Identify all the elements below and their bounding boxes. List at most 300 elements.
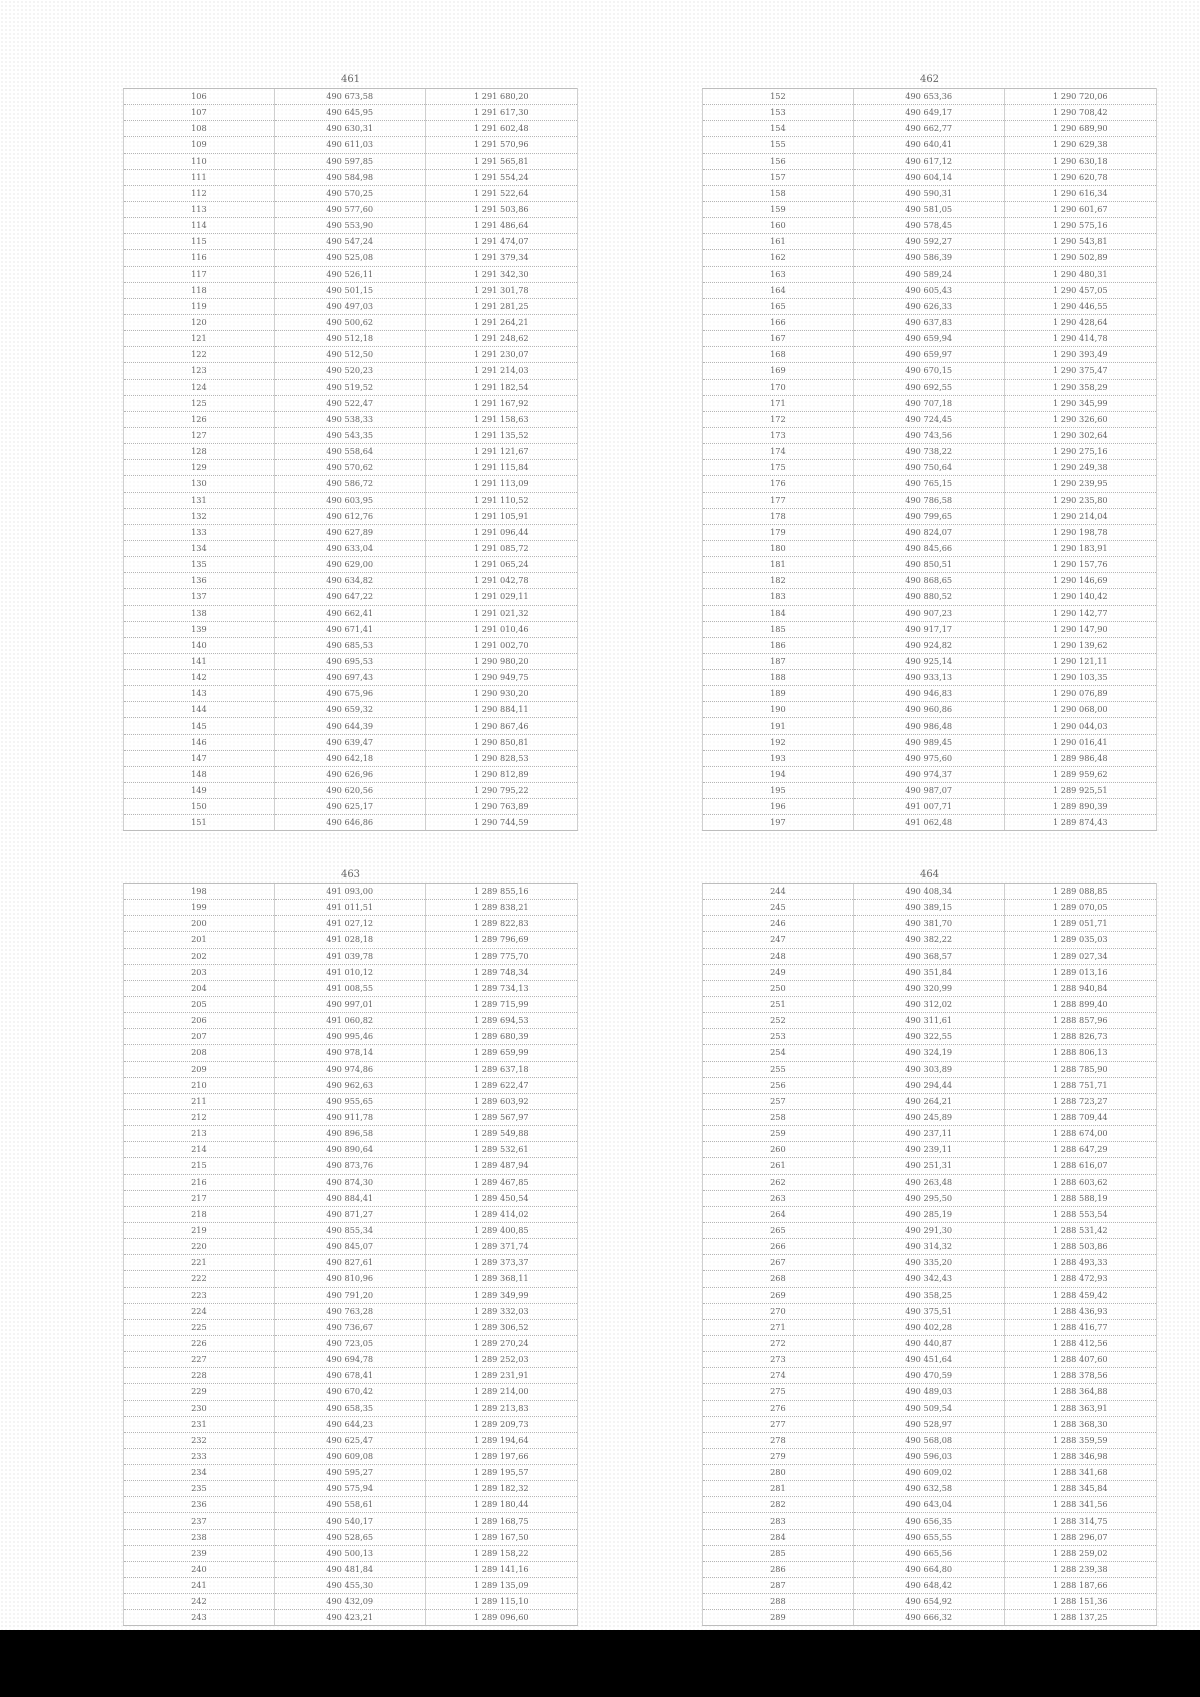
table-row [703, 137, 1157, 153]
table-row [124, 201, 578, 217]
x-coordinate-cell: 490 237,11 [853, 1126, 1004, 1142]
table-row [124, 980, 578, 996]
point-number-cell: 109 [124, 137, 275, 153]
y-coordinate-cell: 1 289 013,16 [1004, 964, 1156, 980]
table-row [703, 1368, 1157, 1384]
x-coordinate-cell: 490 577,60 [274, 201, 425, 217]
table-row [124, 1529, 578, 1545]
x-coordinate-cell: 490 671,41 [274, 621, 425, 637]
table-row [703, 185, 1157, 201]
point-number-cell: 227 [124, 1352, 275, 1368]
x-coordinate-cell: 491 093,00 [274, 884, 425, 900]
x-coordinate-cell: 490 986,48 [853, 718, 1004, 734]
table-row [703, 1255, 1157, 1271]
y-coordinate-cell: 1 290 068,00 [1004, 702, 1156, 718]
y-coordinate-cell: 1 290 620,78 [1004, 169, 1156, 185]
x-coordinate-cell: 490 997,01 [274, 996, 425, 1012]
table-row [703, 1239, 1157, 1255]
point-number-cell: 162 [703, 250, 854, 266]
x-coordinate-cell: 490 381,70 [853, 916, 1004, 932]
page-number: 462 [919, 74, 940, 85]
x-coordinate-cell: 490 626,96 [274, 766, 425, 782]
table-row [703, 750, 1157, 766]
y-coordinate-cell: 1 291 602,48 [425, 121, 577, 137]
table-row [703, 589, 1157, 605]
x-coordinate-cell: 490 402,28 [853, 1319, 1004, 1335]
point-number-cell: 140 [124, 637, 275, 653]
point-number-cell: 188 [703, 670, 854, 686]
table-row [124, 395, 578, 411]
x-coordinate-cell: 490 873,76 [274, 1158, 425, 1174]
y-coordinate-cell: 1 288 857,96 [1004, 1013, 1156, 1029]
point-number-cell: 231 [124, 1416, 275, 1432]
point-number-cell: 283 [703, 1513, 854, 1529]
y-coordinate-cell: 1 289 659,99 [425, 1045, 577, 1061]
x-coordinate-cell: 491 011,51 [274, 900, 425, 916]
y-coordinate-cell: 1 291 110,52 [425, 492, 577, 508]
y-coordinate-cell: 1 289 349,99 [425, 1287, 577, 1303]
y-coordinate-cell: 1 288 346,98 [1004, 1448, 1156, 1464]
table-row [703, 1594, 1157, 1610]
point-number-cell: 251 [703, 996, 854, 1012]
y-coordinate-cell: 1 290 345,99 [1004, 395, 1156, 411]
x-coordinate-cell: 490 525,08 [274, 250, 425, 266]
point-number-cell: 158 [703, 185, 854, 201]
y-coordinate-cell: 1 291 002,70 [425, 637, 577, 653]
table-row [124, 1222, 578, 1238]
x-coordinate-cell: 490 311,61 [853, 1013, 1004, 1029]
table-row [703, 218, 1157, 234]
point-number-cell: 211 [124, 1093, 275, 1109]
y-coordinate-cell: 1 289 158,22 [425, 1545, 577, 1561]
table-row [703, 964, 1157, 980]
x-coordinate-cell: 490 645,95 [274, 105, 425, 121]
table-row [703, 1029, 1157, 1045]
table-row [703, 153, 1157, 169]
x-coordinate-cell: 490 974,86 [274, 1061, 425, 1077]
table-row [124, 815, 578, 831]
point-number-cell: 217 [124, 1190, 275, 1206]
point-number-cell: 246 [703, 916, 854, 932]
point-number-cell: 237 [124, 1513, 275, 1529]
y-coordinate-cell: 1 290 121,11 [1004, 653, 1156, 669]
x-coordinate-cell: 490 827,61 [274, 1255, 425, 1271]
table-row [124, 266, 578, 282]
point-number-cell: 143 [124, 686, 275, 702]
x-coordinate-cell: 490 604,14 [853, 169, 1004, 185]
x-coordinate-cell: 490 251,31 [853, 1158, 1004, 1174]
point-number-cell: 235 [124, 1481, 275, 1497]
point-number-cell: 169 [703, 363, 854, 379]
y-coordinate-cell: 1 288 416,77 [1004, 1319, 1156, 1335]
point-number-cell: 144 [124, 702, 275, 718]
table-row [703, 411, 1157, 427]
point-number-cell: 282 [703, 1497, 854, 1513]
point-number-cell: 264 [703, 1206, 854, 1222]
table-row [124, 1013, 578, 1029]
y-coordinate-cell: 1 290 044,03 [1004, 718, 1156, 734]
y-coordinate-cell: 1 288 940,84 [1004, 980, 1156, 996]
point-number-cell: 113 [124, 201, 275, 217]
point-number-cell: 203 [124, 964, 275, 980]
coordinates-table [123, 88, 578, 831]
point-number-cell: 229 [124, 1384, 275, 1400]
x-coordinate-cell: 490 568,08 [853, 1432, 1004, 1448]
point-number-cell: 225 [124, 1319, 275, 1335]
table-row [124, 605, 578, 621]
point-number-cell: 241 [124, 1578, 275, 1594]
y-coordinate-cell: 1 291 342,30 [425, 266, 577, 282]
point-number-cell: 280 [703, 1465, 854, 1481]
point-number-cell: 117 [124, 266, 275, 282]
table-row [124, 734, 578, 750]
point-number-cell: 120 [124, 314, 275, 330]
table-row [703, 1497, 1157, 1513]
table-row [703, 105, 1157, 121]
point-number-cell: 154 [703, 121, 854, 137]
y-coordinate-cell: 1 289 567,97 [425, 1109, 577, 1125]
y-coordinate-cell: 1 288 826,73 [1004, 1029, 1156, 1045]
y-coordinate-cell: 1 290 930,20 [425, 686, 577, 702]
x-coordinate-cell: 490 570,25 [274, 185, 425, 201]
x-coordinate-cell: 490 543,35 [274, 427, 425, 443]
x-coordinate-cell: 490 522,47 [274, 395, 425, 411]
point-number-cell: 265 [703, 1222, 854, 1238]
y-coordinate-cell: 1 289 549,88 [425, 1126, 577, 1142]
x-coordinate-cell: 490 845,07 [274, 1239, 425, 1255]
y-coordinate-cell: 1 290 198,78 [1004, 524, 1156, 540]
table-row [124, 218, 578, 234]
table-row [124, 1352, 578, 1368]
x-coordinate-cell: 491 007,71 [853, 799, 1004, 815]
point-number-cell: 142 [124, 670, 275, 686]
y-coordinate-cell: 1 288 553,54 [1004, 1206, 1156, 1222]
table-row [124, 1465, 578, 1481]
y-coordinate-cell: 1 289 414,02 [425, 1206, 577, 1222]
y-coordinate-cell: 1 288 378,56 [1004, 1368, 1156, 1384]
y-coordinate-cell: 1 289 051,71 [1004, 916, 1156, 932]
x-coordinate-cell: 490 649,17 [853, 105, 1004, 121]
point-number-cell: 116 [124, 250, 275, 266]
x-coordinate-cell: 490 975,60 [853, 750, 1004, 766]
y-coordinate-cell: 1 288 785,90 [1004, 1061, 1156, 1077]
x-coordinate-cell: 490 634,82 [274, 573, 425, 589]
y-coordinate-cell: 1 291 281,25 [425, 298, 577, 314]
table-row [703, 653, 1157, 669]
point-number-cell: 171 [703, 395, 854, 411]
y-coordinate-cell: 1 290 375,47 [1004, 363, 1156, 379]
x-coordinate-cell: 490 324,19 [853, 1045, 1004, 1061]
y-coordinate-cell: 1 289 715,99 [425, 996, 577, 1012]
x-coordinate-cell: 490 575,94 [274, 1481, 425, 1497]
x-coordinate-cell: 490 500,13 [274, 1545, 425, 1561]
table-row [703, 1335, 1157, 1351]
y-coordinate-cell: 1 288 459,42 [1004, 1287, 1156, 1303]
y-coordinate-cell: 1 291 214,03 [425, 363, 577, 379]
y-coordinate-cell: 1 291 121,67 [425, 444, 577, 460]
y-coordinate-cell: 1 288 364,88 [1004, 1384, 1156, 1400]
table-row [703, 266, 1157, 282]
x-coordinate-cell: 490 590,31 [853, 185, 1004, 201]
point-number-cell: 268 [703, 1271, 854, 1287]
y-coordinate-cell: 1 290 720,06 [1004, 89, 1156, 105]
table-row [124, 670, 578, 686]
x-coordinate-cell: 490 609,02 [853, 1465, 1004, 1481]
x-coordinate-cell: 490 558,64 [274, 444, 425, 460]
y-coordinate-cell: 1 289 141,16 [425, 1561, 577, 1577]
table-row [124, 932, 578, 948]
table-row [703, 637, 1157, 653]
x-coordinate-cell: 490 291,30 [853, 1222, 1004, 1238]
point-number-cell: 115 [124, 234, 275, 250]
y-coordinate-cell: 1 290 076,89 [1004, 686, 1156, 702]
table-row [703, 1400, 1157, 1416]
point-number-cell: 160 [703, 218, 854, 234]
x-coordinate-cell: 490 666,32 [853, 1610, 1004, 1626]
x-coordinate-cell: 490 933,13 [853, 670, 1004, 686]
point-number-cell: 286 [703, 1561, 854, 1577]
x-coordinate-cell: 490 868,65 [853, 573, 1004, 589]
point-number-cell: 123 [124, 363, 275, 379]
point-number-cell: 136 [124, 573, 275, 589]
point-number-cell: 224 [124, 1303, 275, 1319]
x-coordinate-cell: 490 736,67 [274, 1319, 425, 1335]
x-coordinate-cell: 490 644,39 [274, 718, 425, 734]
y-coordinate-cell: 1 289 213,83 [425, 1400, 577, 1416]
y-coordinate-cell: 1 291 113,09 [425, 476, 577, 492]
y-coordinate-cell: 1 289 450,54 [425, 1190, 577, 1206]
y-coordinate-cell: 1 288 187,66 [1004, 1578, 1156, 1594]
point-number-cell: 108 [124, 121, 275, 137]
y-coordinate-cell: 1 290 249,38 [1004, 460, 1156, 476]
point-number-cell: 192 [703, 734, 854, 750]
page-number: 464 [919, 869, 940, 880]
table-row [703, 1384, 1157, 1400]
x-coordinate-cell: 491 010,12 [274, 964, 425, 980]
y-coordinate-cell: 1 289 182,32 [425, 1481, 577, 1497]
y-coordinate-cell: 1 291 105,91 [425, 508, 577, 524]
table-row [703, 1077, 1157, 1093]
y-coordinate-cell: 1 289 096,60 [425, 1610, 577, 1626]
x-coordinate-cell: 490 451,64 [853, 1352, 1004, 1368]
point-number-cell: 252 [703, 1013, 854, 1029]
point-number-cell: 164 [703, 282, 854, 298]
y-coordinate-cell: 1 290 795,22 [425, 783, 577, 799]
point-number-cell: 147 [124, 750, 275, 766]
y-coordinate-cell: 1 288 603,62 [1004, 1174, 1156, 1190]
y-coordinate-cell: 1 289 487,94 [425, 1158, 577, 1174]
point-number-cell: 125 [124, 395, 275, 411]
table-row [124, 298, 578, 314]
y-coordinate-cell: 1 291 617,30 [425, 105, 577, 121]
point-number-cell: 199 [124, 900, 275, 916]
table-row [703, 1513, 1157, 1529]
table-row [703, 1303, 1157, 1319]
table-row [124, 686, 578, 702]
point-number-cell: 277 [703, 1416, 854, 1432]
x-coordinate-cell: 490 368,57 [853, 948, 1004, 964]
table-row [124, 1497, 578, 1513]
y-coordinate-cell: 1 288 493,33 [1004, 1255, 1156, 1271]
x-coordinate-cell: 491 028,18 [274, 932, 425, 948]
page-461 [123, 72, 578, 831]
y-coordinate-cell: 1 291 096,44 [425, 524, 577, 540]
x-coordinate-cell: 490 612,76 [274, 508, 425, 524]
table-row [124, 234, 578, 250]
y-coordinate-cell: 1 290 708,42 [1004, 105, 1156, 121]
point-number-cell: 157 [703, 169, 854, 185]
x-coordinate-cell: 491 062,48 [853, 815, 1004, 831]
table-row [703, 1222, 1157, 1238]
y-coordinate-cell: 1 291 085,72 [425, 540, 577, 556]
y-coordinate-cell: 1 290 157,76 [1004, 557, 1156, 573]
y-coordinate-cell: 1 288 616,07 [1004, 1158, 1156, 1174]
y-coordinate-cell: 1 290 214,04 [1004, 508, 1156, 524]
x-coordinate-cell: 490 637,83 [853, 314, 1004, 330]
table-row [124, 1109, 578, 1125]
y-coordinate-cell: 1 290 235,80 [1004, 492, 1156, 508]
point-number-cell: 111 [124, 169, 275, 185]
table-row [703, 201, 1157, 217]
x-coordinate-cell: 490 653,36 [853, 89, 1004, 105]
y-coordinate-cell: 1 288 806,13 [1004, 1045, 1156, 1061]
table-row [124, 1416, 578, 1432]
x-coordinate-cell: 490 907,23 [853, 605, 1004, 621]
table-row [124, 557, 578, 573]
x-coordinate-cell: 490 995,46 [274, 1029, 425, 1045]
point-number-cell: 285 [703, 1545, 854, 1561]
x-coordinate-cell: 490 640,41 [853, 137, 1004, 153]
table-row [124, 1545, 578, 1561]
point-number-cell: 255 [703, 1061, 854, 1077]
table-row [124, 1610, 578, 1626]
table-row [124, 884, 578, 900]
x-coordinate-cell: 490 423,21 [274, 1610, 425, 1626]
x-coordinate-cell: 490 489,03 [853, 1384, 1004, 1400]
x-coordinate-cell: 490 611,03 [274, 137, 425, 153]
table-row [703, 169, 1157, 185]
point-number-cell: 208 [124, 1045, 275, 1061]
table-row [703, 508, 1157, 524]
x-coordinate-cell: 490 335,20 [853, 1255, 1004, 1271]
y-coordinate-cell: 1 290 689,90 [1004, 121, 1156, 137]
x-coordinate-cell: 490 738,22 [853, 444, 1004, 460]
y-coordinate-cell: 1 291 115,84 [425, 460, 577, 476]
point-number-cell: 221 [124, 1255, 275, 1271]
y-coordinate-cell: 1 289 959,62 [1004, 766, 1156, 782]
coordinates-table [702, 883, 1157, 1626]
table-row [703, 379, 1157, 395]
point-number-cell: 256 [703, 1077, 854, 1093]
table-row [703, 1610, 1157, 1626]
point-number-cell: 173 [703, 427, 854, 443]
y-coordinate-cell: 1 288 674,00 [1004, 1126, 1156, 1142]
x-coordinate-cell: 490 501,15 [274, 282, 425, 298]
point-number-cell: 107 [124, 105, 275, 121]
x-coordinate-cell: 490 538,33 [274, 411, 425, 427]
point-number-cell: 114 [124, 218, 275, 234]
x-coordinate-cell: 490 850,51 [853, 557, 1004, 573]
y-coordinate-cell: 1 289 467,85 [425, 1174, 577, 1190]
x-coordinate-cell: 490 654,92 [853, 1594, 1004, 1610]
point-number-cell: 247 [703, 932, 854, 948]
y-coordinate-cell: 1 291 029,11 [425, 589, 577, 605]
x-coordinate-cell: 490 455,30 [274, 1578, 425, 1594]
y-coordinate-cell: 1 289 822,83 [425, 916, 577, 932]
point-number-cell: 119 [124, 298, 275, 314]
point-number-cell: 248 [703, 948, 854, 964]
y-coordinate-cell: 1 288 899,40 [1004, 996, 1156, 1012]
x-coordinate-cell: 490 743,56 [853, 427, 1004, 443]
table-row [703, 1319, 1157, 1335]
table-row [124, 1481, 578, 1497]
y-coordinate-cell: 1 291 010,46 [425, 621, 577, 637]
table-row [124, 185, 578, 201]
point-number-cell: 220 [124, 1239, 275, 1255]
table-row [703, 395, 1157, 411]
point-number-cell: 218 [124, 1206, 275, 1222]
point-number-cell: 138 [124, 605, 275, 621]
table-row [124, 1271, 578, 1287]
table-row [703, 799, 1157, 815]
y-coordinate-cell: 1 290 239,95 [1004, 476, 1156, 492]
point-number-cell: 289 [703, 1610, 854, 1626]
point-number-cell: 279 [703, 1448, 854, 1464]
table-row [703, 1045, 1157, 1061]
point-number-cell: 271 [703, 1319, 854, 1335]
y-coordinate-cell: 1 289 986,48 [1004, 750, 1156, 766]
point-number-cell: 195 [703, 783, 854, 799]
point-number-cell: 106 [124, 89, 275, 105]
y-coordinate-cell: 1 289 400,85 [425, 1222, 577, 1238]
y-coordinate-cell: 1 289 214,00 [425, 1384, 577, 1400]
x-coordinate-cell: 490 603,95 [274, 492, 425, 508]
x-coordinate-cell: 490 791,20 [274, 1287, 425, 1303]
point-number-cell: 126 [124, 411, 275, 427]
y-coordinate-cell: 1 291 379,34 [425, 250, 577, 266]
y-coordinate-cell: 1 291 158,63 [425, 411, 577, 427]
point-number-cell: 134 [124, 540, 275, 556]
table-row [703, 460, 1157, 476]
point-number-cell: 127 [124, 427, 275, 443]
point-number-cell: 234 [124, 1465, 275, 1481]
table-row [124, 1303, 578, 1319]
point-number-cell: 122 [124, 347, 275, 363]
table-row [703, 298, 1157, 314]
point-number-cell: 213 [124, 1126, 275, 1142]
x-coordinate-cell: 490 662,41 [274, 605, 425, 621]
y-coordinate-cell: 1 289 070,05 [1004, 900, 1156, 916]
table-row [703, 686, 1157, 702]
x-coordinate-cell: 490 481,84 [274, 1561, 425, 1577]
table-row [124, 718, 578, 734]
y-coordinate-cell: 1 290 275,16 [1004, 444, 1156, 460]
x-coordinate-cell: 490 239,11 [853, 1142, 1004, 1158]
y-coordinate-cell: 1 290 502,89 [1004, 250, 1156, 266]
x-coordinate-cell: 490 724,45 [853, 411, 1004, 427]
point-number-cell: 210 [124, 1077, 275, 1093]
point-number-cell: 262 [703, 1174, 854, 1190]
y-coordinate-cell: 1 290 575,16 [1004, 218, 1156, 234]
x-coordinate-cell: 490 285,19 [853, 1206, 1004, 1222]
table-row [124, 621, 578, 637]
y-coordinate-cell: 1 289 167,50 [425, 1529, 577, 1545]
table-row [124, 137, 578, 153]
point-number-cell: 128 [124, 444, 275, 460]
y-coordinate-cell: 1 288 151,36 [1004, 1594, 1156, 1610]
x-coordinate-cell: 490 626,33 [853, 298, 1004, 314]
y-coordinate-cell: 1 288 472,93 [1004, 1271, 1156, 1287]
